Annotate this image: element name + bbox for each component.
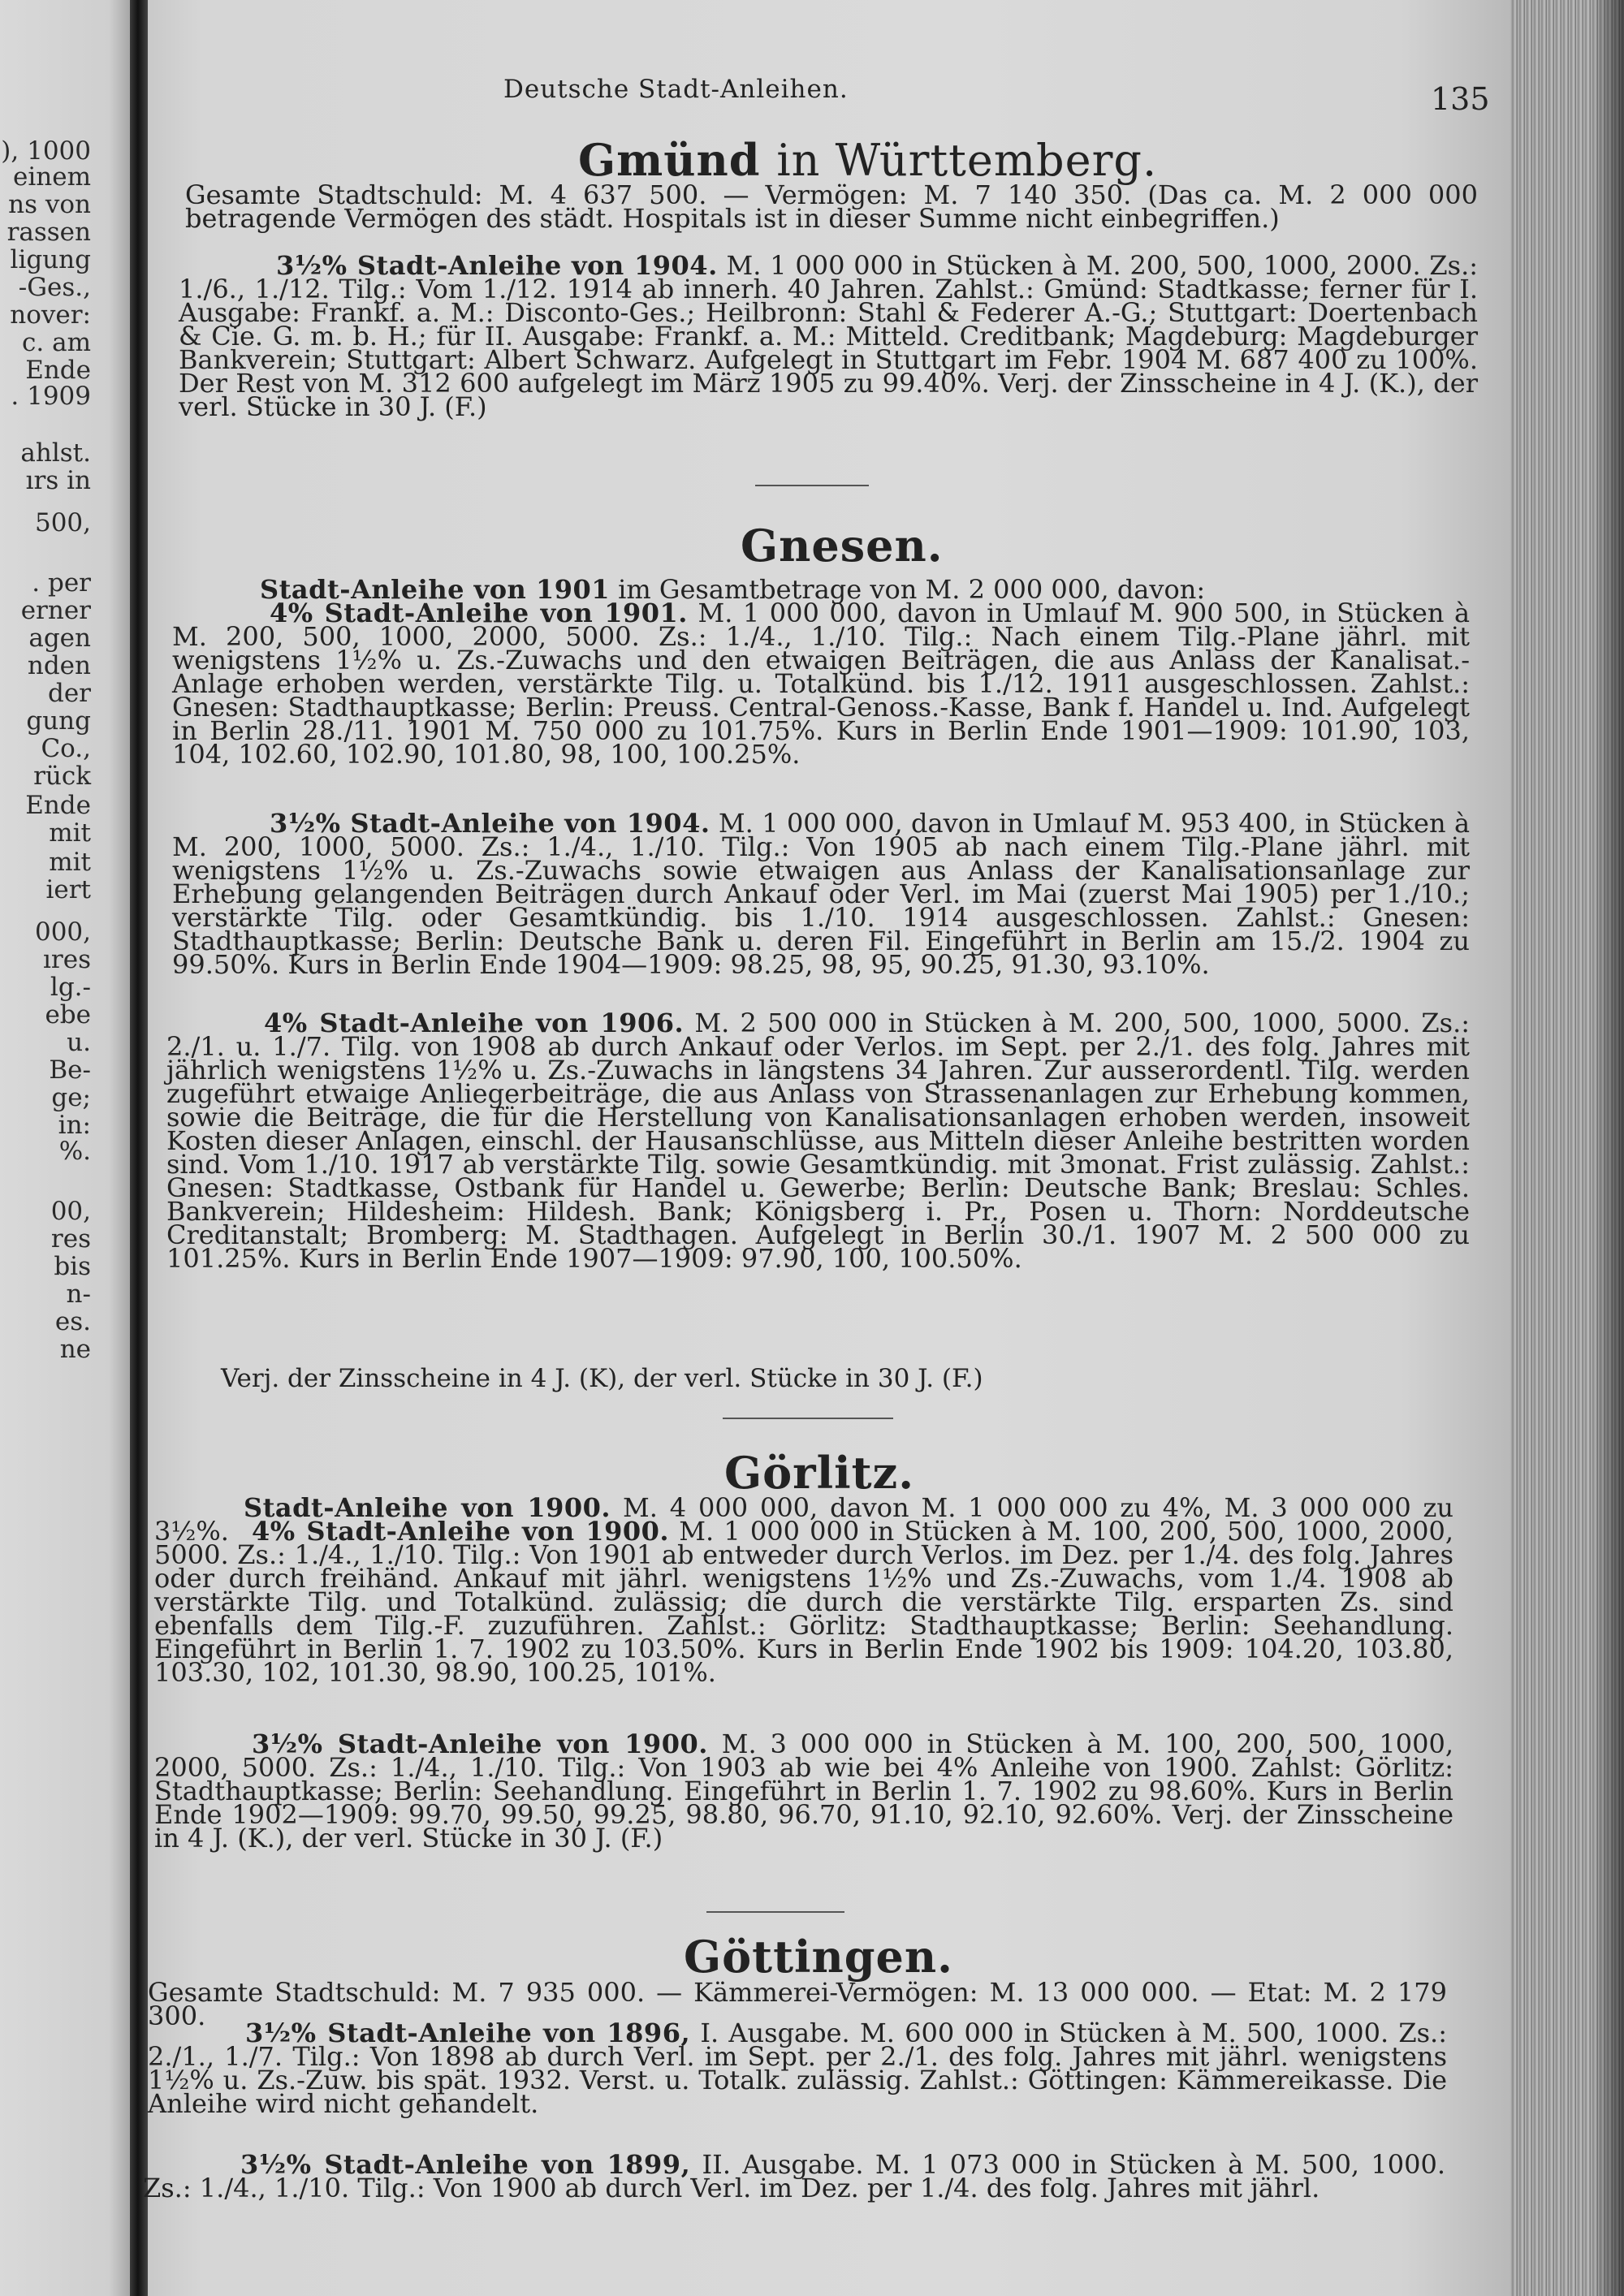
- goettingen-loan-1899: [143, 2149, 1446, 2203]
- prev-page-fragment: 00,: [50, 1197, 91, 1226]
- gnesen-note: Verj. der Zinsscheine in 4 J. (K), der verl. Stücke in 30 J. (F.): [221, 1364, 983, 1393]
- prev-page-fragment: ırs in: [25, 466, 91, 495]
- prev-page-fragment: der: [47, 679, 91, 708]
- gmuend-loan-1904: [179, 250, 1479, 422]
- prev-page-fragment: iert: [45, 875, 91, 904]
- loan-text: M. 1 000 000 in Stücken à M. 100, 200, 500, 1000, 2000, 5000. Zs.: 1./4., 1./10. Tilg.: Von 1901 ab entweder durch Verlos. im Dez. per 1./4. des folg. Jahres oder durch freihänd. Ankauf mit jährl. wenigstens 1½% und Zs.-Zuwachs, vom 1./4. 1908 ab verstärkte Tilg. und Totalkünd. zulässig; die durch die verstärkte Tilg. ersparten Zs. sind ebenfalls dem Tilg.-F. zuzuführen. Zahlst.: Görlitz: Stadthauptkasse; Berlin: Seehandlung. Eingeführt in Berlin 1. 7. 1902 zu 103.50%. Kurs in Berlin Ende 1902 bis 1909: 104.20, 103.80, 103.30, 102, 101.30, 98.90, 100.25, 101%.: [154, 1516, 1454, 1688]
- prev-page-fragment: einem: [13, 162, 91, 192]
- loan-heading: 3½% Stadt-Anleihe von 1899,: [240, 2149, 691, 2180]
- prev-page-fragment: lg.-: [50, 973, 91, 1002]
- prev-page-fragment: res: [50, 1224, 91, 1254]
- goettingen-loan-1896: [148, 2018, 1448, 2119]
- loan-text: II. Ausgabe. M. 1 073 000 in Stücken à M. 500, 1000. Zs.: 1./4., 1./10. Tilg.: Von 1900 ab durch Verl. im Dez. per 1./4. des folg. Jahres mit jährl.: [143, 2149, 1446, 2203]
- loan-text: I. Ausgabe. M. 600 000 in Stücken à M. 500, 1000. Zs.: 2./1., 1./7. Tilg.: Von 1898 ab durch Verl. im Sept. per 2./1. des folg. Jahres mit jährl. wenigstens 1½% u. Zs.-Zuw. bis spät. 1932. Verst. u. Totalk. zulässig. Zahlst.: Göttingen: Kämmereikasse. Die Anleihe wird nicht gehandelt.: [148, 2018, 1448, 2119]
- previous-page-strip: [0, 0, 136, 2296]
- prev-page-fragment: . per: [32, 568, 91, 598]
- loan-heading: 4% Stadt-Anleihe von 1901.: [270, 598, 688, 628]
- prev-page-fragment: nover:: [10, 300, 91, 330]
- page-edge: [1510, 0, 1624, 2296]
- prev-page-fragment: rück: [33, 762, 91, 791]
- loan-heading: Stadt-Anleihe von 1900.: [244, 1492, 611, 1523]
- page-number: 135: [1431, 81, 1490, 117]
- loan-text: M. 1 000 000 in Stücken à M. 200, 500, 1000, 2000. Zs.: 1./6., 1./12. Tilg.: Vom 1./12. 1914 ab innerh. 40 Jahren. Zahlst.: Gmünd: Stadtkasse; ferner für I. Ausgabe: Frankf. a. M.: Disconto-Ges.; Heilbronn: Stahl & Federer A.-G.; Stuttgart: Doertenbach & Cie. G. m. b. H.; für II. Ausgabe: Frankf. a. M.: Mitteld. Creditbank; Magdeburg: Magdeburger Bankverein; Stuttgart: Albert Schwarz. Aufgelegt in Stuttgart im Febr. 1904 M. 687 400 zu 100%. Der Rest von M. 312 600 aufgelegt im März 1905 zu 99.40%. Verj. der Zinsscheine in 4 J. (K.), der verl. Stücke in 30 J. (F.): [179, 250, 1479, 422]
- title-rest: in Württemberg.: [776, 135, 1158, 186]
- prev-page-fragment: %.: [58, 1137, 91, 1166]
- prev-page-fragment: agen: [28, 624, 91, 653]
- gnesen-loan-1904: [172, 808, 1471, 980]
- loan-heading: Stadt-Anleihe von 1901: [260, 574, 610, 605]
- prev-page-fragment: Be-: [49, 1055, 91, 1085]
- prev-page-fragment: ligung: [10, 245, 91, 274]
- prev-page-fragment: . 1909: [11, 382, 91, 411]
- loan-text: im Gesamtbetrage von M. 2 000 000, davon:: [618, 574, 1206, 605]
- loan-text: M. 3 000 000 in Stücken à M. 100, 200, 500, 1000, 2000, 5000. Zs.: 1./4., 1./10. Tilg.: Von 1903 ab wie bei 4% Anleihe von 1900. Zahlst: Görlitz: Stadthauptkasse; Berlin: Seehandlung. Eingeführt in Berlin 1. 7. 1902 zu 98.60%. Kurs in Berlin Ende 1902—1909: 99.70, 99.50, 99.25, 98.80, 96.70, 91.10, 92.10, 92.60%. Verj. der Zinsscheine in 4 J. (K.), der verl. Stücke in 30 J. (F.): [154, 1728, 1454, 1854]
- loan-heading: 3½% Stadt-Anleihe von 1904.: [276, 250, 718, 281]
- prev-page-fragment: nden: [27, 651, 91, 680]
- prev-page-fragment: mit: [49, 848, 91, 877]
- prev-page-fragment: rassen: [6, 218, 91, 247]
- prev-page-fragment: erner: [20, 596, 91, 625]
- section-divider: [706, 1911, 844, 1913]
- loan-text: M. 2 500 000 in Stücken à M. 200, 500, 1000, 5000. Zs.: 2./1. u. 1./7. Tilg. von 1908 ab durch Ankauf oder Verlos. im Sept. per 2./1. des folg. Jahres mit jährlich wenigstens 1½% u. Zs.-Zuwachs in längstens 34 Jahren. Zur ausserordentl. Tilg. werden zugeführt etwaige Anliegerbeiträge, die aus Anlass von Strassenanlagen zur Erhebung kommen, sowie die Beiträge, die für die Herstellung von Kanalisationsanlagen erhoben werden, insoweit Kosten dieser Anlagen, einschl. der Hausanschlüsse, aus Mitteln dieser Anleihe bestritten worden sind. Vom 1./10. 1917 ab verstärkte Tilg. sowie Gesamtkündig. mit 3monat. Frist zulässig. Zahlst.: Gnesen: Stadtkasse, Ostbank für Handel u. Gewerbe; Berlin: Deutsche Bank; Breslau: Schles. Bankverein; Hildesheim: Hildesh. Bank; Königsberg i. Pr., Posen u. Thorn: Norddeutsche Creditanstalt; Bromberg: M. Stadthagen. Aufgelegt in Berlin 30./1. 1907 M. 2 500 000 zu 101.25%. Kurs in Berlin Ende 1907—1909: 97.90, 100, 100.50%.: [166, 1008, 1471, 1274]
- prev-page-fragment: -Ges.,: [18, 273, 91, 302]
- prev-page-fragment: 000,: [34, 917, 91, 947]
- gnesen-loan-1901: [172, 598, 1471, 770]
- prev-page-fragment: gung: [26, 706, 91, 736]
- title-main: Gmünd: [578, 134, 761, 186]
- prev-page-fragment: bis: [54, 1252, 91, 1281]
- prev-page-fragment: ıres: [43, 945, 91, 974]
- section-divider: [723, 1418, 893, 1419]
- loan-heading: 4% Stadt-Anleihe von 1900.: [252, 1516, 670, 1547]
- section-title-gmuend: [578, 134, 1157, 186]
- prev-page-fragment: ns von: [8, 190, 91, 219]
- gnesen-loan-1906: [166, 1008, 1471, 1274]
- prev-page-fragment: ebe: [45, 1000, 91, 1029]
- prev-page-fragment: mit: [49, 818, 91, 848]
- section-title-goettingen: Göttingen.: [684, 1931, 953, 1983]
- prev-page-fragment: n-: [66, 1280, 91, 1309]
- prev-page-fragment: in:: [58, 1111, 91, 1140]
- loan-text: M. 1 000 000, davon in Umlauf M. 953 400, in Stücken à M. 200, 1000, 5000. Zs.: 1./4., 1./10. Tilg.: Von 1905 ab nach einem Tilg.-Plane jährl. mit wenigstens 1½% u. Zs.-Zuwachs sowie etwaigen aus Anlass der Kanalisationsanlage zur Erhebung gelangenden Beiträgen durch Ankauf oder Verl. im Mai (zuerst Mai 1905) per 1./10.; verstärkte Tilg. oder Gesamtkündig. bis 1./10. 1914 ausgeschlossen. Zahlst.: Gnesen: Stadthauptkasse; Berlin: Deutsche Bank u. deren Fil. Eingeführt in Berlin am 15./2. 1904 zu 99.50%. Kurs in Berlin Ende 1904—1909: 98.25, 98, 95, 90.25, 91.30, 93.10%.: [172, 808, 1471, 980]
- goerlitz-loan-3-5pct: [154, 1728, 1454, 1854]
- loan-text: M. 1 000 000, davon in Umlauf M. 900 500, in Stücken à M. 200, 500, 1000, 2000, 5000. Zs.: 1./4., 1./10. Tilg.: Nach einem Tilg.-Plane jährl. mit wenigstens 1½% u. Zs.-Zuwachs und den etwaigen Beiträgen, die aus Anlass der Kanalisat.-Anlage erhoben werden, verstärkte Tilg. u. Totalkünd. bis 1./12. 1911 ausgeschlossen. Zahlst.: Gnesen: Stadthauptkasse; Berlin: Preuss. Central-Genoss.-Kasse, Bank f. Handel u. Ind. Aufgelegt in Berlin 28./11. 1901 M. 750 000 zu 101.75%. Kurs in Berlin Ende 1901—1909: 101.90, 103, 104, 102.60, 102.90, 101.80, 98, 100, 100.25%.: [172, 598, 1471, 770]
- prev-page-fragment: es.: [54, 1307, 91, 1336]
- section-title-gnesen: Gnesen.: [741, 520, 944, 572]
- prev-page-fragment: c. am: [22, 328, 91, 357]
- prev-page-fragment: Co.,: [41, 734, 91, 763]
- loan-heading: 3½% Stadt-Anleihe von 1900.: [252, 1728, 708, 1759]
- section-title-goerlitz: Görlitz.: [724, 1447, 915, 1499]
- prev-page-fragment: ne: [59, 1335, 91, 1364]
- gmuend-debt: Gesamte Stadtschuld: M. 4 637 500. — Vermögen: M. 7 140 350. (Das ca. M. 2 000 000 betragende Vermögen des städt. Hospitals ist in dieser Summe nicht einbegriffen.): [185, 179, 1478, 234]
- loan-heading: 3½% Stadt-Anleihe von 1896,: [245, 2018, 691, 2048]
- loan-text: M. 4 000 000, davon M. 1 000 000 zu 4%, M. 3 000 000 zu 3½%.: [154, 1492, 1454, 1547]
- loan-heading: 3½% Stadt-Anleihe von 1904.: [270, 808, 710, 839]
- prev-page-fragment: Ende: [25, 356, 91, 385]
- goettingen-debt: Gesamte Stadtschuld: M. 7 935 000. — Kämmerei-Vermögen: M. 13 000 000. — Etat: M. 2 179 300.: [148, 1977, 1447, 2031]
- running-title: Deutsche Stadt-Anleihen.: [503, 75, 849, 104]
- prev-page-fragment: Ende: [25, 791, 91, 820]
- prev-page-fragment: ahlst.: [20, 438, 91, 468]
- book-gutter: [130, 0, 148, 2296]
- section-divider: [755, 485, 869, 486]
- prev-page-fragment: ), 1000: [1, 136, 91, 166]
- prev-page-fragment: u.: [67, 1028, 91, 1057]
- loan-heading: 4% Stadt-Anleihe von 1906.: [264, 1008, 685, 1038]
- prev-page-fragment: ge;: [51, 1083, 91, 1112]
- prev-page-fragment: 500,: [34, 508, 91, 537]
